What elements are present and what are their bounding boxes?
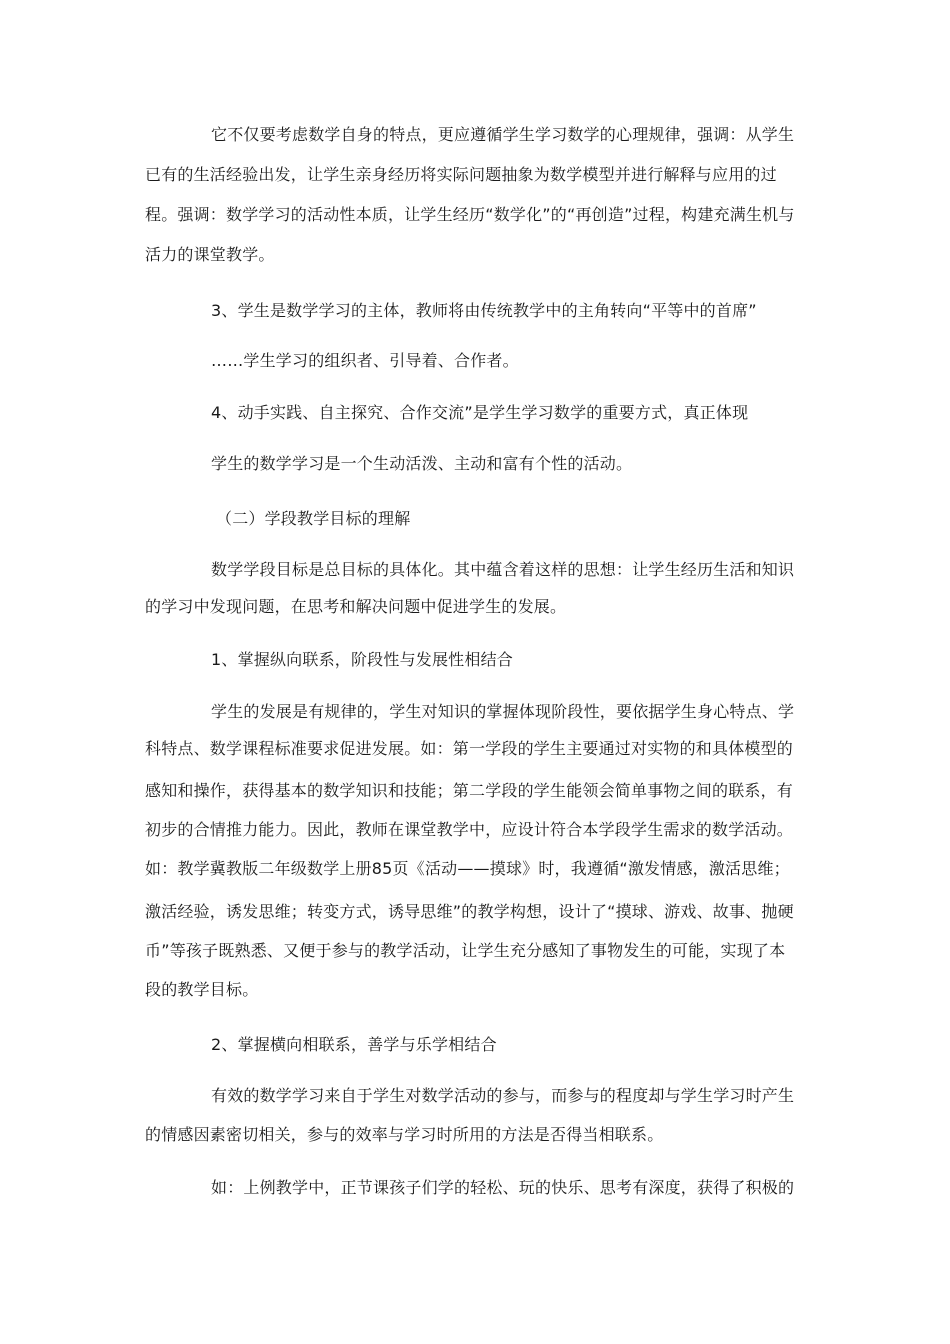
- subsection-heading-2: 2、掌握横向相联系，善学与乐学相结合: [211, 1035, 497, 1054]
- paragraph-line: 它不仅要考虑数学自身的特点，更应遵循学生学习数学的心理规律，强调：从学生: [211, 125, 795, 144]
- paragraph-line: 币”等孩子既熟悉、又便于参与的教学活动，让学生充分感知了事物发生的可能，实现了本: [145, 941, 786, 960]
- paragraph-line: 段的教学目标。: [145, 980, 259, 999]
- paragraph-line: 激活经验，诱发思维；转变方式，诱导思维”的教学构想，设计了“摸球、游戏、故事、抛硬: [145, 902, 794, 921]
- paragraph-line: 有效的数学学习来自于学生对数学活动的参与，而参与的程度却与学生学习时产生: [211, 1086, 795, 1105]
- paragraph-line: 初步的合情推力能力。因此，教师在课堂教学中，应设计符合本学段学生需求的数学活动。: [145, 820, 794, 839]
- paragraph-line: 科特点、数学课程标准要求促进发展。如：第一学段的学生主要通过对实物的和具体模型的: [145, 739, 794, 758]
- list-item-3: 3、学生是数学学习的主体，教师将由传统教学中的主角转向“平等中的首席”: [211, 301, 757, 320]
- paragraph-line: ……学生学习的组织者、引导着、合作者。: [211, 351, 519, 370]
- paragraph-line: 程。强调：数学学习的活动性本质，让学生经历“数学化”的“再创造”过程，构建充满生机与: [145, 205, 795, 224]
- paragraph-line: 已有的生活经验出发，让学生亲身经历将实际问题抽象为数学模型并进行解释与应用的过: [145, 165, 777, 184]
- paragraph-line: 学生的发展是有规律的，学生对知识的掌握体现阶段性，要依据学生身心特点、学: [211, 702, 795, 721]
- section-heading: （二）学段教学目标的理解: [216, 509, 411, 528]
- paragraph-line: 活力的课堂教学。: [145, 245, 275, 264]
- paragraph-line: 如：上例教学中，正节课孩子们学的轻松、玩的快乐、思考有深度，获得了积极的: [211, 1178, 795, 1197]
- paragraph-line: 的学习中发现问题，在思考和解决问题中促进学生的发展。: [145, 597, 567, 616]
- paragraph-line: 感知和操作，获得基本的数学知识和技能；第二学段的学生能领会简单事物之间的联系，有: [145, 781, 794, 800]
- paragraph-line: 如：教学冀教版二年级数学上册85页《活动——摸球》时，我遵循“激发情感，激活思维；: [145, 859, 790, 878]
- paragraph-line: 的情感因素密切相关，参与的效率与学习时所用的方法是否得当相联系。: [145, 1125, 664, 1144]
- paragraph-line: 学生的数学学习是一个生动活泼、主动和富有个性的活动。: [211, 454, 633, 473]
- paragraph-line: 数学学段目标是总目标的具体化。其中蕴含着这样的思想：让学生经历生活和知识: [211, 560, 795, 579]
- list-item-4: 4、动手实践、自主探究、合作交流”是学生学习数学的重要方式，真正体现: [211, 403, 749, 422]
- subsection-heading-1: 1、掌握纵向联系，阶段性与发展性相结合: [211, 650, 513, 669]
